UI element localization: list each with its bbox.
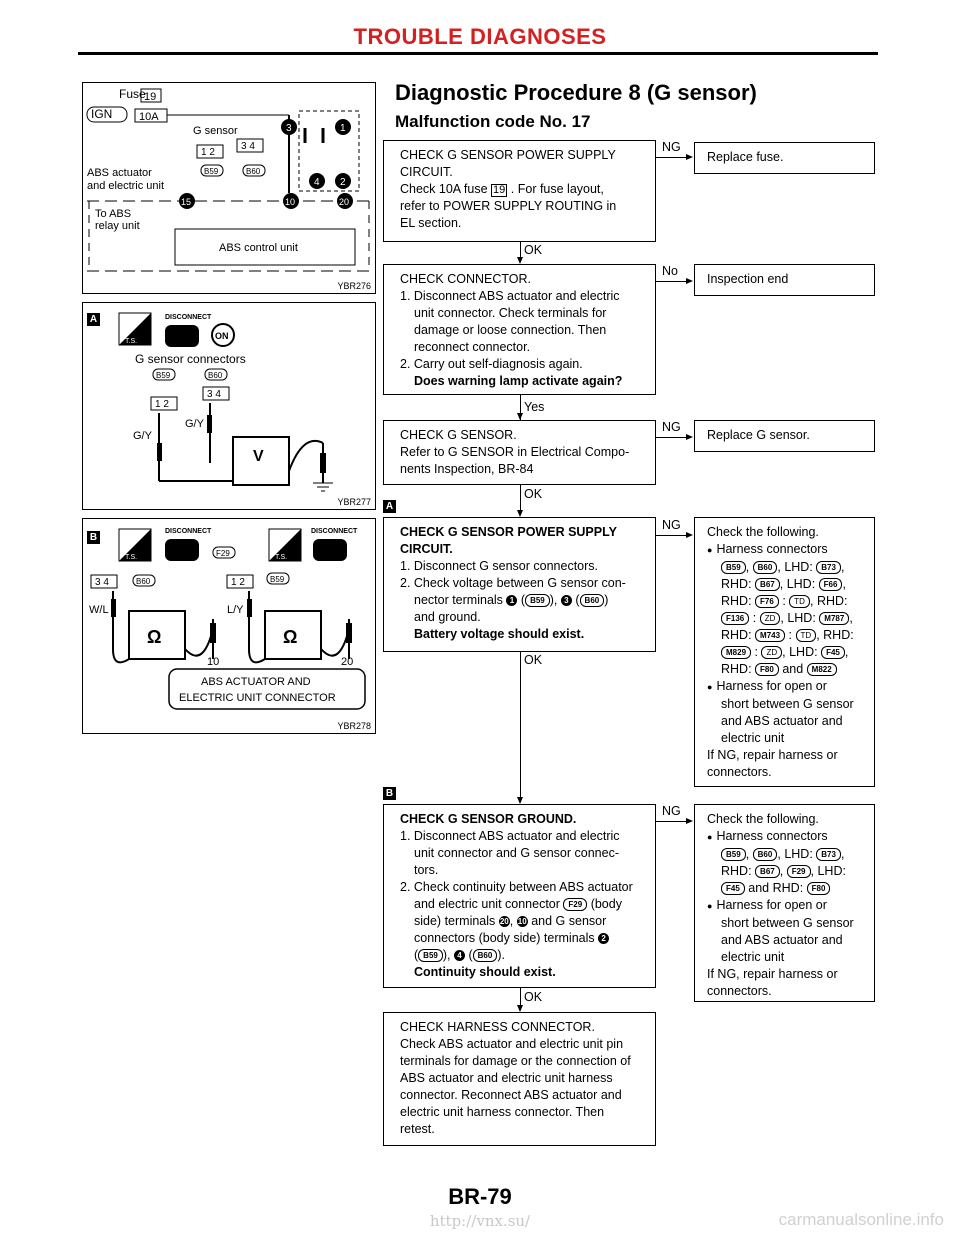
step2-yes-label: Yes [524, 400, 545, 414]
header-rule [78, 52, 878, 55]
step4-result-bullet2: ● Harness for open or [707, 678, 866, 696]
abs-connector-label-2: ELECTRIC UNIT CONNECTOR [179, 692, 336, 704]
step6-line6: electric unit harness connector. Then [400, 1105, 605, 1119]
term-15: 15 [181, 197, 192, 207]
pins-12-label: 1 2 [201, 147, 215, 158]
step5-expectation: Continuity should exist. [414, 965, 556, 979]
step5-item2d: side) terminals 20, 10 and G sensor [414, 914, 607, 928]
step3-ok-label: OK [524, 487, 543, 501]
step5-item1b: unit connector and G sensor connec- [414, 846, 619, 860]
term-3: 3 [286, 123, 292, 134]
disconnect-label: DISCONNECT [165, 314, 212, 321]
on-label: ON [215, 331, 229, 341]
flow-arrow-3 [517, 510, 523, 517]
abs-connector-label-1: ABS ACTUATOR AND [201, 676, 311, 688]
step1-line5: EL section. [400, 216, 462, 230]
step5-result [694, 804, 875, 1002]
step5-ng-arrow [686, 818, 693, 824]
step1-ng-line [656, 157, 688, 158]
ign-label: IGN [91, 107, 113, 121]
fuse-label: Fuse [119, 87, 146, 101]
conn-b60-label: B60 [136, 577, 151, 586]
pins-12-label: 1 2 [231, 577, 245, 588]
step5-result-bullet1: ● Harness connectors [707, 828, 866, 846]
step6-line7: retest. [400, 1122, 435, 1136]
g-sensor-connectors-label: G sensor connectors [135, 352, 246, 366]
step5-item2b: and electric unit connector F29 (body [414, 897, 622, 911]
step6-title: CHECK HARNESS CONNECTOR. [400, 1020, 595, 1034]
malfunction-code-title: Malfunction code No. 17 [395, 112, 591, 131]
conn-b59-label: B59 [204, 167, 219, 176]
step3-result: Replace G sensor. [694, 420, 875, 452]
step5-result-title: Check the following. [707, 812, 819, 826]
step5-result-bullet2b: short between G sensor [721, 916, 854, 930]
step5-item2f: connectors (body side) terminals 2 [400, 930, 645, 947]
flow-arrow-5 [517, 1005, 523, 1012]
step4-result-conn-line6: M829 : ZD , LHD: F45 , [707, 644, 866, 661]
figure-code: YBR277 [337, 497, 371, 507]
step2-item1b: unit connector. Check terminals for [414, 306, 607, 320]
step2-question: Does warning lamp activate again? [414, 374, 623, 388]
step5-result-bullet2d: electric unit [721, 950, 785, 964]
circuit-svg [83, 83, 375, 293]
disconnect-label-2: DISCONNECT [311, 528, 358, 535]
step1-ok-label: OK [524, 243, 543, 257]
step5-item1c: tors. [414, 863, 439, 877]
wire-ly: L/Y [227, 604, 244, 616]
continuity-check-svg [83, 519, 375, 733]
step5-ng-line [656, 821, 688, 822]
conn-b60-label: B60 [246, 167, 261, 176]
step4-result-bullet2d: electric unit [721, 731, 785, 745]
voltage-check-svg [83, 303, 375, 509]
step1-result: Replace fuse. [694, 142, 875, 174]
wire-gy-1: G/Y [133, 430, 152, 442]
conn-b59-label: B59 [270, 575, 285, 584]
step4-box [383, 517, 656, 652]
step6-line5: connector. Reconnect ABS actuator and [400, 1088, 622, 1102]
step4-result-conn-line2: RHD: B67 , LHD: F66 , [721, 577, 846, 591]
step3-title: CHECK G SENSOR. [400, 428, 517, 442]
amp-label: 10A [139, 111, 159, 123]
term-4: 4 [314, 177, 320, 188]
pins-12-label: 1 2 [155, 399, 169, 410]
step5-result-conn-line1: B59 , B60 , LHD: B73 , [707, 846, 866, 863]
step4-ng-arrow [686, 532, 693, 538]
conn-f29-label: F29 [216, 549, 230, 558]
step4-result-bullet2c: and ABS actuator and [721, 714, 843, 728]
step2-no-arrow [686, 278, 693, 284]
page-header-title: TROUBLE DIAGNOSES [353, 24, 607, 49]
step4-item1: 1. Disconnect G sensor connectors. [400, 559, 599, 573]
step2-no-line [656, 281, 688, 282]
pins-34-label: 3 4 [241, 141, 255, 152]
step2-item1c: damage or loose connection. Then [414, 323, 607, 337]
step6-line3: terminals for damage or the connection of [400, 1054, 631, 1068]
voltmeter-label: V [253, 448, 264, 465]
step5-result-bullet2: ● Harness for open or [707, 897, 866, 915]
disconnect-label-1: DISCONNECT [165, 528, 212, 535]
step3-ng-line [656, 437, 688, 438]
step3-line2: Refer to G SENSOR in Electrical Compo- [400, 445, 630, 459]
step2-item2: 2. Carry out self-diagnosis again. [400, 357, 583, 371]
pins-34-label: 3 4 [207, 389, 221, 400]
step5-result-conn-line2: RHD: B67 , F29 , LHD: [721, 864, 846, 878]
step5-result-footer1: If NG, repair harness or [707, 967, 838, 981]
step2-no-label: No [662, 264, 678, 278]
step4-ng-label: NG [662, 518, 681, 532]
step1-line1: CHECK G SENSOR POWER SUPPLY [400, 148, 616, 162]
abs-actuator-label-2: and electric unit [87, 180, 165, 192]
figure-circuit-diagram [82, 82, 376, 294]
step5-item1: 1. Disconnect ABS actuator and electric [400, 829, 620, 843]
step1-line4: refer to POWER SUPPLY ROUTING in [400, 199, 617, 213]
step4-result-conn-line1: B59 , B60 , LHD: B73 , [707, 559, 866, 576]
ts-label: T.S. [125, 338, 138, 345]
figure-voltage-check [82, 302, 376, 510]
step6-line2: Check ABS actuator and electric unit pin [400, 1037, 624, 1051]
figure-code: YBR278 [337, 721, 371, 731]
step1-box [383, 140, 656, 242]
section-mark-a: A [87, 313, 100, 326]
source-url[interactable]: http://vnx.su/ [429, 1212, 531, 1230]
step1-ng-arrow [686, 154, 693, 160]
to-abs-label-2: relay unit [95, 220, 140, 232]
step4-title1: CHECK G SENSOR POWER SUPPLY [400, 525, 617, 539]
term-20: 20 [339, 197, 350, 207]
step2-title: CHECK CONNECTOR. [400, 272, 532, 286]
step4-expectation: Battery voltage should exist. [414, 627, 585, 641]
to-abs-label-1: To ABS [95, 208, 132, 220]
pin-20-label: 20 [341, 656, 354, 668]
ohmmeter-label-2: Ω [283, 627, 298, 647]
step5-item2g: ( B59 ), 4 ( B60 ). [414, 948, 505, 962]
step3-box [383, 420, 656, 485]
step2-box [383, 264, 656, 395]
step4-result-conn-line5: RHD: M743 : TD , RHD: [721, 628, 854, 642]
step3-ng-arrow [686, 434, 693, 440]
pins-34-label: 3 4 [95, 577, 109, 588]
ts-label-2: T.S. [275, 554, 288, 561]
step6-box [383, 1012, 656, 1146]
wire-wl: W/L [89, 604, 109, 616]
step4-result-footer1: If NG, repair harness or [707, 748, 838, 762]
step1-line3: Check 10A fuse 19 . For fuse layout, [400, 182, 604, 196]
step4-result-conn-line7: RHD: F80 and M822 [707, 661, 866, 678]
step4-result-conn-line4: F136 : ZD , LHD: M787 , [707, 610, 866, 627]
step3-ng-label: NG [662, 420, 681, 434]
step5-ok-label: OK [524, 990, 543, 1004]
step5-ng-label: NG [662, 804, 681, 818]
step4-title2: CIRCUIT. [400, 542, 453, 556]
step4-item2b: nector terminals 1 ( B59 ), 3 ( B60 ) [414, 593, 609, 607]
figure-code: YBR276 [337, 281, 371, 291]
step4-result-conn-line3: RHD: F76 : TD , RHD: [721, 594, 848, 608]
flow-arrow-4 [517, 797, 523, 804]
fuse-number: 19 [493, 184, 506, 196]
step1-line2: CIRCUIT. [400, 165, 453, 179]
watermark: carmanualsonline.info [778, 1210, 944, 1229]
term-10: 10 [285, 197, 296, 207]
step4-section-mark: A [383, 500, 396, 513]
step5-result-footer2: connectors. [707, 984, 772, 998]
wire-gy-2: G/Y [185, 418, 204, 430]
step4-result-title: Check the following. [707, 525, 819, 539]
flow-arrow-1 [517, 257, 523, 264]
step4-result-bullet2b: short between G sensor [721, 697, 854, 711]
conn-b60-label: B60 [208, 371, 223, 380]
flow-arrow-2 [517, 413, 523, 420]
control-unit-label: ABS control unit [219, 242, 298, 254]
ts-label-1: T.S. [125, 554, 138, 561]
abs-actuator-label-1: ABS actuator [87, 167, 152, 179]
step5-item2: 2. Check continuity between ABS actuator [400, 880, 633, 894]
ohmmeter-label-1: Ω [147, 627, 162, 647]
step5-result-conn-line3: F45 and RHD: F80 [707, 880, 866, 897]
step5-title: CHECK G SENSOR GROUND. [400, 812, 577, 826]
step4-item2: 2. Check voltage between G sensor con- [400, 576, 626, 590]
fuse-number: 19 [144, 91, 157, 103]
step4-result-footer2: connectors. [707, 765, 772, 779]
term-2: 2 [340, 177, 346, 188]
flow-line-4 [520, 652, 521, 802]
step4-ng-line [656, 535, 688, 536]
step2-item1d: reconnect connector. [414, 340, 531, 354]
step5-result-bullet2c: and ABS actuator and [721, 933, 843, 947]
step2-result: Inspection end [694, 264, 875, 296]
step5-section-mark: B [383, 787, 396, 800]
step6-line4: ABS actuator and electric unit harness [400, 1071, 613, 1085]
step4-result [694, 517, 875, 787]
step5-box [383, 804, 656, 988]
figure-continuity-check [82, 518, 376, 734]
page-number: BR-79 [448, 1184, 512, 1209]
step4-item2c: and ground. [414, 610, 481, 624]
term-1: 1 [340, 123, 346, 134]
step4-ok-label: OK [524, 653, 543, 667]
conn-b59-label: B59 [156, 371, 171, 380]
step1-ng-label: NG [662, 140, 681, 154]
step2-item1: 1. Disconnect ABS actuator and electric [400, 289, 620, 303]
pin-10-label: 10 [207, 656, 220, 668]
step3-line3: nents Inspection, BR-84 [400, 462, 534, 476]
step4-result-bullet1: ● Harness connectors [707, 541, 866, 559]
g-sensor-label: G sensor [193, 125, 238, 137]
section-mark-b: B [87, 531, 100, 544]
procedure-title: Diagnostic Procedure 8 (G sensor) [395, 80, 757, 105]
